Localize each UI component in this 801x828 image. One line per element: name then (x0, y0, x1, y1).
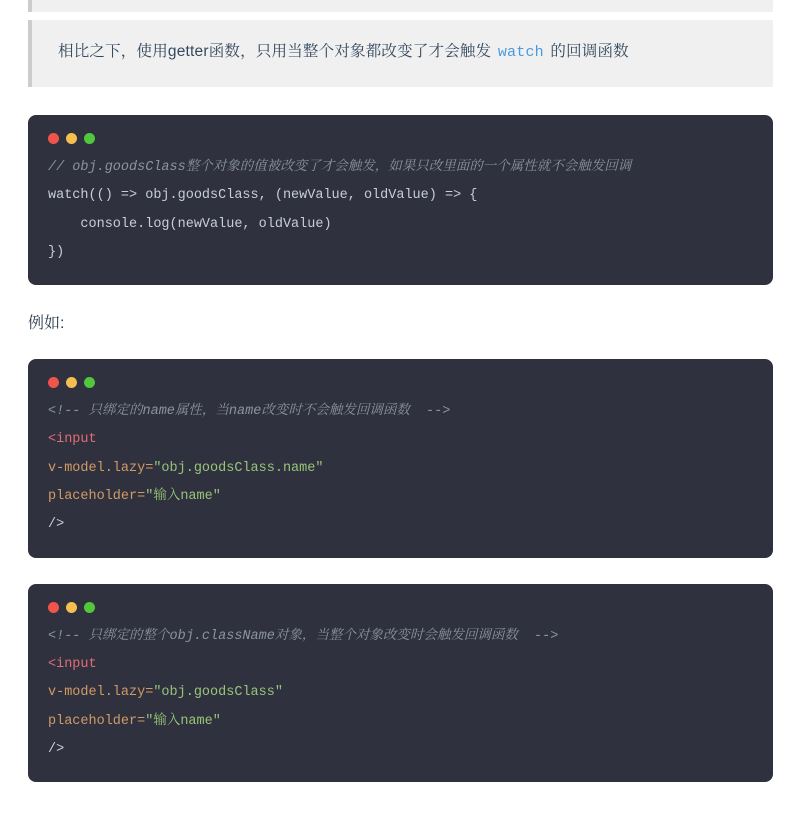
code-content[interactable] (28, 398, 773, 540)
code-string: "输入name" (145, 713, 221, 729)
code-line (48, 679, 753, 707)
code-line: <input (48, 657, 97, 673)
code-block-watch-getter (28, 115, 773, 285)
code-string: "输入name" (145, 489, 221, 504)
code-line: <!-- 只绑定的整个obj.className对象，当整个对象改变时会触发回调函数 --> (48, 628, 559, 644)
window-dot-green-icon (84, 377, 95, 388)
code-line (48, 708, 753, 736)
window-dots (28, 598, 773, 623)
window-dot-red-icon (48, 133, 59, 144)
blockquote-text-before: 相比之下，使用getter函数，只用当整个对象都改变了才会触发 (58, 43, 496, 60)
window-dot-yellow-icon (66, 377, 77, 388)
code-line: }) (48, 245, 65, 261)
inline-code-watch: watch (497, 44, 544, 61)
code-line: /> (48, 742, 65, 758)
code-content[interactable] (28, 623, 773, 765)
code-line (48, 455, 753, 483)
code-line: /> (48, 517, 65, 533)
window-dot-yellow-icon (66, 133, 77, 144)
window-dot-green-icon (84, 133, 95, 144)
code-line: <!-- 只绑定的name属性，当name改变时不会触发回调函数 --> (48, 403, 451, 419)
window-dot-yellow-icon (66, 602, 77, 613)
code-line (48, 483, 753, 511)
window-dot-green-icon (84, 602, 95, 613)
blockquote-watch-getter (28, 20, 773, 87)
blockquote-paragraph (58, 40, 755, 65)
code-line: // obj.goodsClass整个对象的值被改变了才会触发，如果只改里面的一个属性就不会触发回调 (48, 160, 632, 175)
window-dots (28, 373, 773, 398)
code-string: "obj.goodsClass" (153, 685, 283, 701)
window-dot-red-icon (48, 377, 59, 388)
code-line: <input (48, 432, 97, 448)
top-blockquote-sliver (28, 0, 773, 12)
blockquote-text-after: 的回调函数 (545, 43, 629, 60)
example-label: 例如: (28, 315, 65, 333)
code-block-input-object (28, 584, 773, 783)
code-attr: v-model.lazy= (48, 685, 154, 701)
code-line: watch(() => obj.goodsClass, (newValue, oldValue) => { (48, 188, 478, 204)
window-dot-red-icon (48, 602, 59, 613)
code-attr: placeholder= (48, 713, 146, 729)
code-attr: placeholder= (48, 489, 146, 504)
window-dots (28, 129, 773, 154)
code-attr: v-model.lazy= (48, 460, 154, 476)
code-block-input-name (28, 359, 773, 558)
spacer (28, 12, 773, 20)
code-content[interactable] (28, 154, 773, 267)
code-string: "obj.goodsClass.name" (153, 460, 324, 476)
code-line: console.log(newValue, oldValue) (48, 216, 332, 232)
